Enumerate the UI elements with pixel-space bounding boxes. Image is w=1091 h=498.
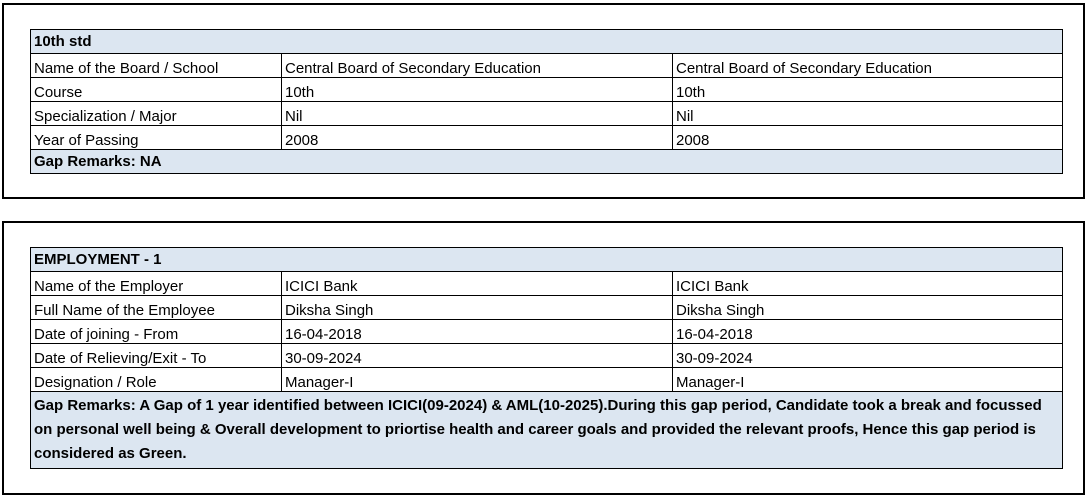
education-panel <box>2 3 1085 199</box>
table-header-row <box>31 248 1063 272</box>
table-row <box>31 296 1063 320</box>
row-value-2: Nil <box>673 102 1063 126</box>
table-row <box>31 344 1063 368</box>
employment-table <box>30 247 1063 469</box>
gap-remarks: Gap Remarks: NA <box>31 150 1063 174</box>
table-row <box>31 102 1063 126</box>
table-row <box>31 78 1063 102</box>
remarks-row <box>31 150 1063 174</box>
table-row <box>31 320 1063 344</box>
row-label: Course <box>31 78 282 102</box>
row-value-1: ICICI Bank <box>282 272 673 296</box>
table-row <box>31 272 1063 296</box>
row-value-2: 10th <box>673 78 1063 102</box>
row-label: Full Name of the Employee <box>31 296 282 320</box>
row-value-2: Central Board of Secondary Education <box>673 54 1063 78</box>
table-row <box>31 54 1063 78</box>
row-value-1: Manager-I <box>282 368 673 392</box>
row-value-1: Nil <box>282 102 673 126</box>
row-label: Name of the Board / School <box>31 54 282 78</box>
row-label: Name of the Employer <box>31 272 282 296</box>
row-label: Date of joining - From <box>31 320 282 344</box>
row-value-1: Diksha Singh <box>282 296 673 320</box>
row-value-1: 30-09-2024 <box>282 344 673 368</box>
section-title: EMPLOYMENT - 1 <box>31 248 1063 272</box>
row-value-2: ICICI Bank <box>673 272 1063 296</box>
row-label: Specialization / Major <box>31 102 282 126</box>
gap-remarks: Gap Remarks: A Gap of 1 year identified between ICICI(09-2024) & AML(10-2025).During this gap period, Candidate took a break and focussed on personal well being & Overall development to priortise health and career goals and provided the relevant proofs, Hence this gap period is considered as Green. <box>31 392 1063 469</box>
row-value-2: 16-04-2018 <box>673 320 1063 344</box>
table-header-row <box>31 30 1063 54</box>
row-value-2: Manager-I <box>673 368 1063 392</box>
row-value-2: Diksha Singh <box>673 296 1063 320</box>
table-row <box>31 126 1063 150</box>
employment-panel <box>2 221 1085 495</box>
row-value-2: 30-09-2024 <box>673 344 1063 368</box>
table-row <box>31 368 1063 392</box>
row-label: Year of Passing <box>31 126 282 150</box>
section-title: 10th std <box>31 30 1063 54</box>
remarks-row <box>31 392 1063 469</box>
education-table <box>30 29 1063 174</box>
row-value-2: 2008 <box>673 126 1063 150</box>
row-value-1: 2008 <box>282 126 673 150</box>
row-label: Designation / Role <box>31 368 282 392</box>
row-value-1: 16-04-2018 <box>282 320 673 344</box>
row-value-1: 10th <box>282 78 673 102</box>
row-label: Date of Relieving/Exit - To <box>31 344 282 368</box>
row-value-1: Central Board of Secondary Education <box>282 54 673 78</box>
